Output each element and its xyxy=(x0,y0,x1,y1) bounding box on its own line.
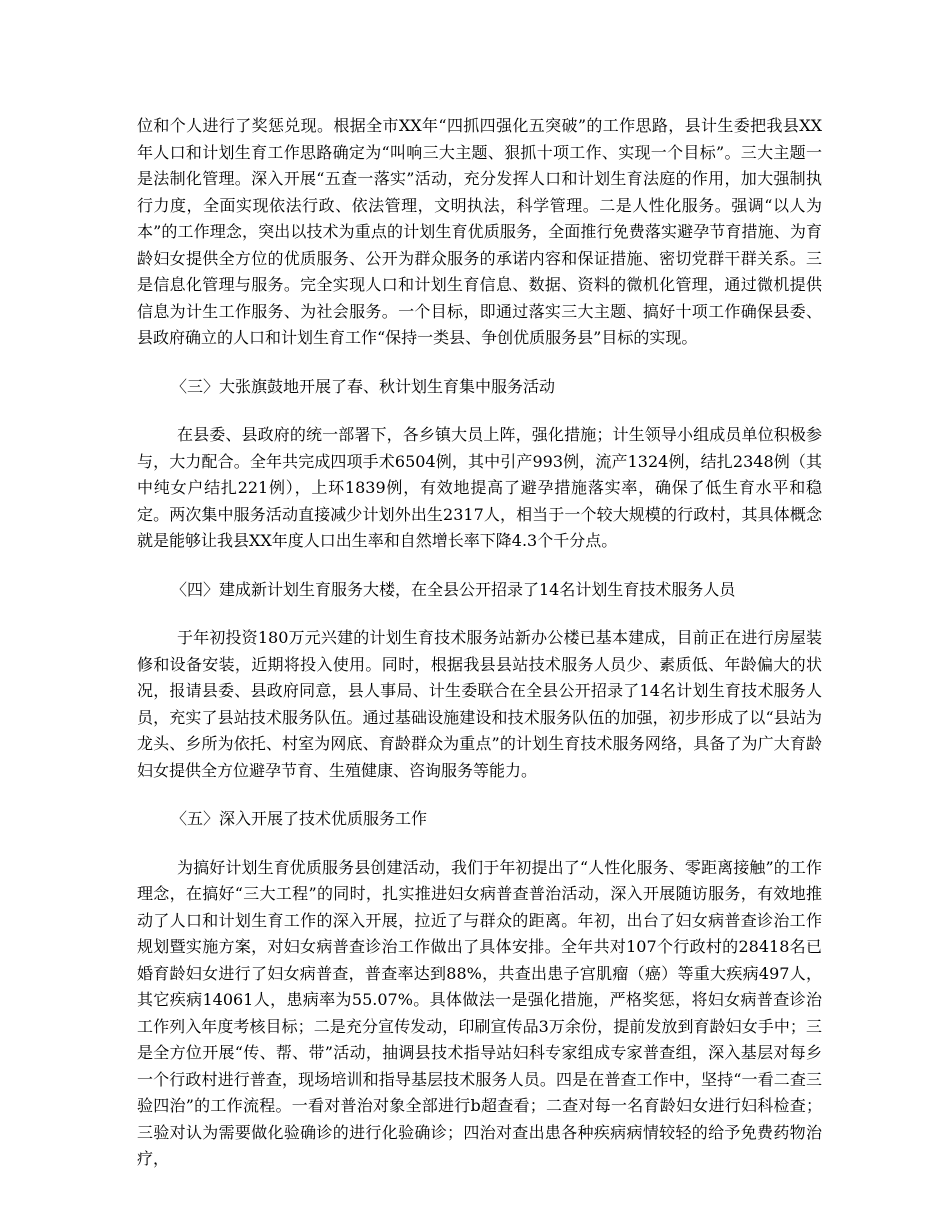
paragraph-quality-service: 为搞好计划生育优质服务县创建活动，我们于年初提出了“人性化服务、零距离接触”的工作理念，在搞好“三大工程”的同时，扎实推进妇女病普查普治活动，深入开展随访服务，有效地推动了人口和计划生育工作的深入开展，拉近了与群众的距离。年初，出台了妇女病普查诊治工作规划暨实施方案，对妇女病普查诊治工作做出了具体安排。全年共对107个行政村的28418名已婚育龄妇女进行了妇女病普查，普查率达到88%，共查出患子宫肌瘤（癌）等重大疾病497人，其它疾病14061人，患病率为55.07%。具体做法一是强化措施，严格奖惩，将妇女病普查诊治工作列入年度考核目标；二是充分宣传发动，印刷宣传品3万余份，提前发放到育龄妇女手中；三是全方位开展“传、帮、带”活动，抽调县技术指导站妇科专家组成专家普查组，深入基层对每乡一个行政村进行普查，现场培训和指导基层技术服务人员。四是在普查工作中，坚持“一看二查三验四治”的工作流程。一看对普治对象全部进行b超查看；二查对每一名育龄妇女进行妇科检查；三验对认为需要做化验确诊的进行化验确诊；四治对查出患各种疾病病情较轻的给予免费药物治疗， xyxy=(137,857,822,1168)
paragraph-incentives-and-themes: 位和个人进行了奖惩兑现。根据全市XX年“四抓四强化五突破”的工作思路，县计生委把我县XX年人口和计划生育工作思路确定为“叫响三大主题、狠抓十项工作、实现一个目标”。三大主题一是法制化管理。深入开展“五查一落实”活动，充分发挥人口和计划生育法庭的作用，加大强制执行力度，全面实现依法行政、依法管理，文明执法，科学管理。二是人性化服务。强调“以人为本”的工作理念，突出以技术为重点的计划生育优质服务，全面推行免费落实避孕节育措施、为育龄妇女提供全方位的优质服务、公开为群众服务的承诺内容和保证措施、密切党群干群关系。三是信息化管理与服务。完全实现人口和计划生育信息、数据、资料的微机化管理，通过微机提供信息为计生工作服务、为社会服务。一个目标，即通过落实三大主题、搞好十项工作确保县委、县政府确立的人口和计划生育工作“保持一类县、争创优质服务县”目标的实现。 xyxy=(137,116,822,347)
document-page xyxy=(137,113,822,1173)
paragraph-concentrated-service: 在县委、县政府的统一部署下，各乡镇大员上阵，强化措施；计生领导小组成员单位积极参与，大力配合。全年共完成四项手术6504例，其中引产993例，流产1324例，结扎2348例（其中纯女户结扎221例），上环1839例，有效地提高了避孕措施落实率，确保了低生育水平和稳定。两次集中服务活动直接减少计划外出生2317人，相当于一个较大规模的行政村，其具体概念就是能够让我县XX年度人口出生率和自然增长率下降4.3个千分点。 xyxy=(137,425,822,550)
paragraph-service-building: 于年初投资180万元兴建的计划生育技术服务站新办公楼已基本建成，目前正在进行房屋装修和设备安装，近期将投入使用。同时，根据我县县站技术服务人员少、素质低、年龄偏大的状况，报请县委、县政府同意，县人事局、计生委联合在全县公开招录了14名计划生育技术服务人员，充实了县站技术服务队伍。通过基础设施建设和技术服务队伍的加强，初步形成了以“县站为龙头、乡所为依托、村室为网底、育龄群众为重点”的计划生育技术服务网络，具备了为广大育龄妇女提供全方位避孕节育、生殖健康、咨询服务等能力。 xyxy=(137,628,822,780)
section-heading-three: 〈三〉大张旗鼓地开展了春、秋计划生育集中服务活动 xyxy=(171,376,556,396)
section-heading-four: 〈四〉建成新计划生育服务大楼，在全县公开招录了14名计划生育技术服务人员 xyxy=(171,579,736,599)
section-heading-five: 〈五〉深入开展了技术优质服务工作 xyxy=(171,809,428,828)
